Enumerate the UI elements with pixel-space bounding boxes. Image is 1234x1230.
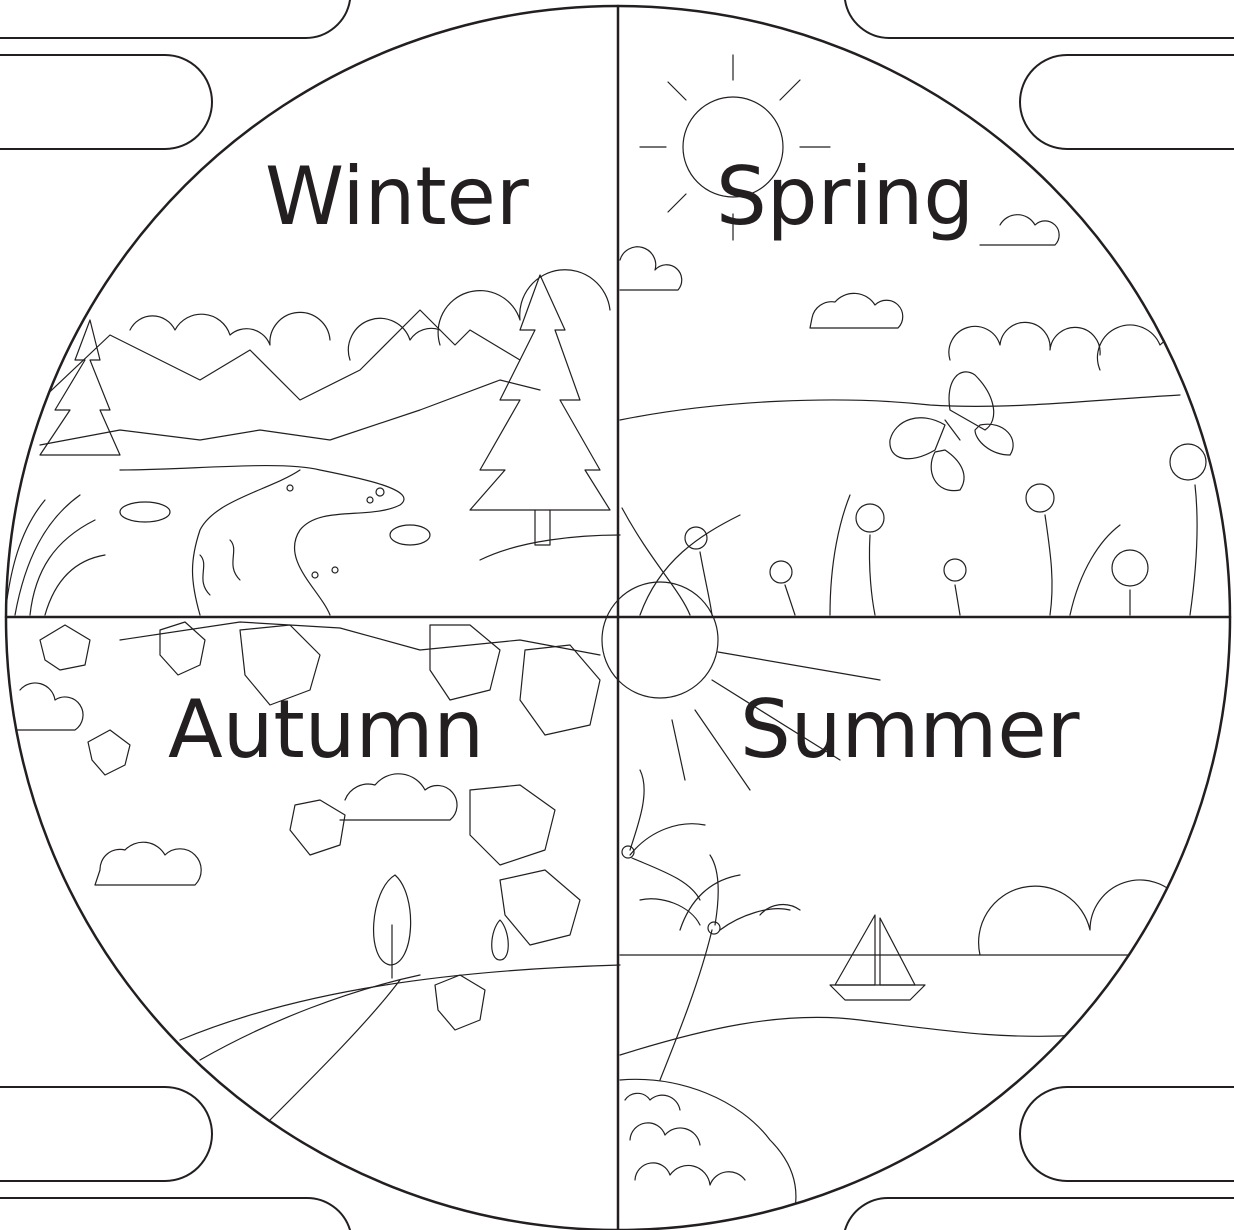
- label-summer: Summer: [740, 683, 1080, 776]
- tab-bottom-left: [0, 1198, 350, 1230]
- winter-mountains: [20, 310, 520, 420]
- tab-top-right: [845, 0, 1234, 38]
- tab-left-upper: [0, 55, 212, 149]
- sailboat: [830, 915, 925, 1000]
- winter-river: [120, 466, 404, 615]
- label-winter: Winter: [265, 150, 529, 243]
- label-autumn: Autumn: [168, 683, 485, 776]
- winter-pine-tree: [470, 275, 610, 510]
- spring-scene: [620, 55, 1206, 615]
- spring-hill: [620, 395, 1180, 420]
- tab-bottom-right: [845, 1198, 1234, 1230]
- palm-trees: [622, 770, 790, 1080]
- spring-flowers: [685, 444, 1206, 615]
- tab-right-lower: [1020, 1087, 1234, 1181]
- tab-left-lower: [0, 1087, 212, 1181]
- butterfly: [890, 372, 1013, 491]
- summer-shore: [620, 1017, 1080, 1055]
- tab-top-left: [0, 0, 350, 38]
- autumn-hill: [180, 965, 620, 1040]
- winter-scene: [5, 270, 620, 615]
- summer-sun: [602, 582, 718, 698]
- summer-scene: [602, 582, 1230, 1230]
- tab-right-upper: [1020, 55, 1234, 149]
- label-spring: Spring: [716, 150, 975, 243]
